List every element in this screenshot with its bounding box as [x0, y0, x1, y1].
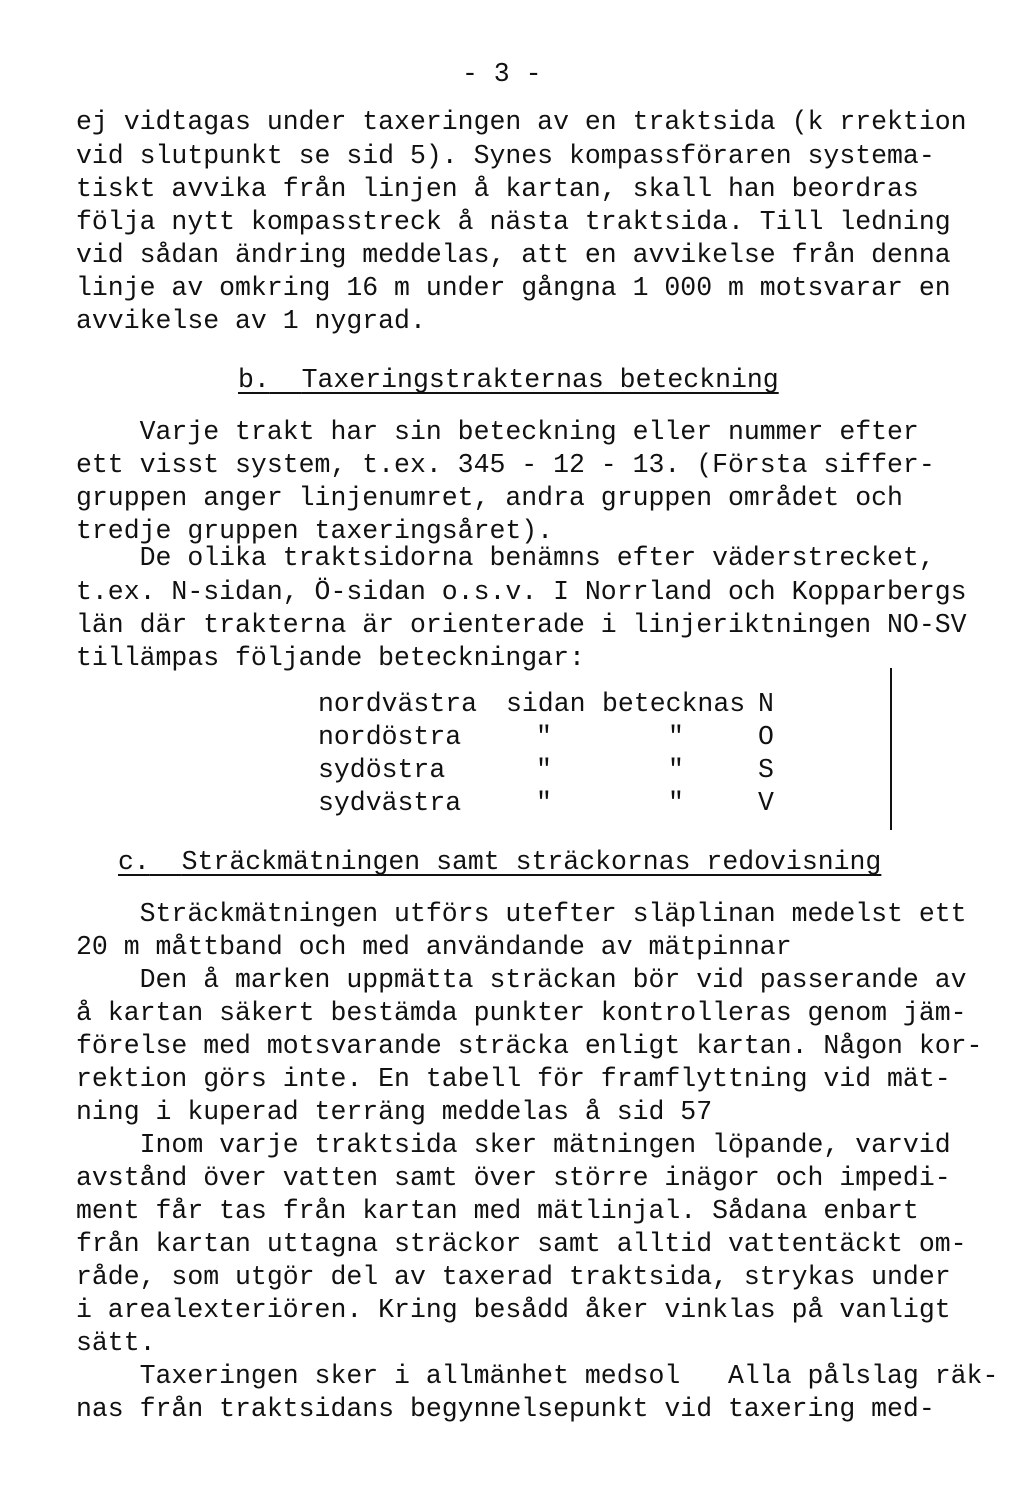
text-line: avvikelse av 1 nygrad. — [76, 306, 426, 336]
text-line: råde, som utgör del av taxerad traktsida, strykas under — [76, 1262, 951, 1292]
margin-bar — [890, 668, 892, 830]
text-line: avstånd över vatten samt över större inägor och impedi- — [76, 1163, 951, 1193]
text-line: Taxeringen sker i allmänhet medsol Alla pålslag räk- — [76, 1361, 999, 1391]
text-line: 20 m måttband och med användande av mätpinnar — [76, 932, 792, 962]
text-line: Sträckmätningen utförs utefter släplinan medelst ett — [76, 899, 967, 929]
text-line: Varje trakt har sin beteckning eller nummer efter — [76, 417, 919, 447]
text-line: ment får tas från kartan med mätlinjal. Sådana enbart — [76, 1196, 919, 1226]
text-line: ett visst system, t.ex. 345 - 12 - 13. (Första siffer- — [76, 450, 935, 480]
section-c-letter: c. — [118, 847, 150, 877]
designation-row: nordöstra " " O — [318, 722, 774, 752]
text-line: tillämpas följande beteckningar: — [76, 643, 585, 673]
text-line: nas från traktsidans begynnelsepunkt vid taxering med- — [76, 1394, 935, 1424]
text-line: t.ex. N-sidan, Ö-sidan o.s.v. I Norrland och Kopparbergs — [76, 577, 967, 607]
text-line: län där trakterna är orienterade i linjeriktningen NO-SV — [76, 610, 967, 640]
section-c-heading — [118, 846, 881, 878]
text-line: Den å marken uppmätta sträckan bör vid passerande av — [76, 965, 967, 995]
text-line: ning i kuperad terräng meddelas å sid 57 — [76, 1097, 713, 1127]
section-b-letter: b. — [238, 365, 270, 395]
section-b-heading — [238, 364, 779, 396]
text-line: Inom varje traktsida sker mätningen löpande, varvid — [76, 1130, 951, 1160]
page-number: - 3 - — [462, 59, 542, 89]
text-line: sätt. — [76, 1328, 156, 1358]
text-line: tiskt avvika från linjen å kartan, skall han beordras — [76, 174, 919, 204]
text-line: följa nytt kompasstreck å nästa traktsida. Till ledning — [76, 207, 951, 237]
text-line: ej vidtagas under taxeringen av en traktsida (k rrektion — [76, 107, 967, 137]
text-line: å kartan säkert bestämda punkter kontrolleras genom jäm- — [76, 998, 967, 1028]
text-line: vid sådan ändring meddelas, att en avvikelse från denna — [76, 240, 951, 270]
text-line: förelse med motsvarande sträcka enligt kartan. Någon kor- — [76, 1031, 983, 1061]
text-line: vid slutpunkt se sid 5). Synes kompassföraren systema- — [76, 141, 935, 171]
text-line: rektion görs inte. En tabell för framflyttning vid mät- — [76, 1064, 951, 1094]
text-line: gruppen anger linjenumret, andra gruppen området och — [76, 483, 903, 513]
designation-row: nordvästra sidan betecknas N — [318, 689, 774, 719]
text-line: från kartan uttagna sträckor samt alltid vattentäckt om- — [76, 1229, 967, 1259]
text-line: De olika traktsidorna benämns efter väderstrecket, — [76, 543, 935, 573]
text-line: i arealexteriören. Kring besådd åker vinklas på vanligt — [76, 1295, 951, 1325]
section-b-title: Taxeringstrakternas beteckning — [301, 365, 779, 395]
section-c-title: Sträckmätningen samt sträckornas redovisning — [181, 847, 882, 877]
designation-row: sydöstra " " S — [318, 755, 774, 785]
designation-row: sydvästra " " V — [318, 788, 774, 818]
text-line: tredje gruppen taxeringsåret). — [76, 516, 554, 546]
text-line: linje av omkring 16 m under gångna 1 000 m motsvarar en — [76, 273, 951, 303]
